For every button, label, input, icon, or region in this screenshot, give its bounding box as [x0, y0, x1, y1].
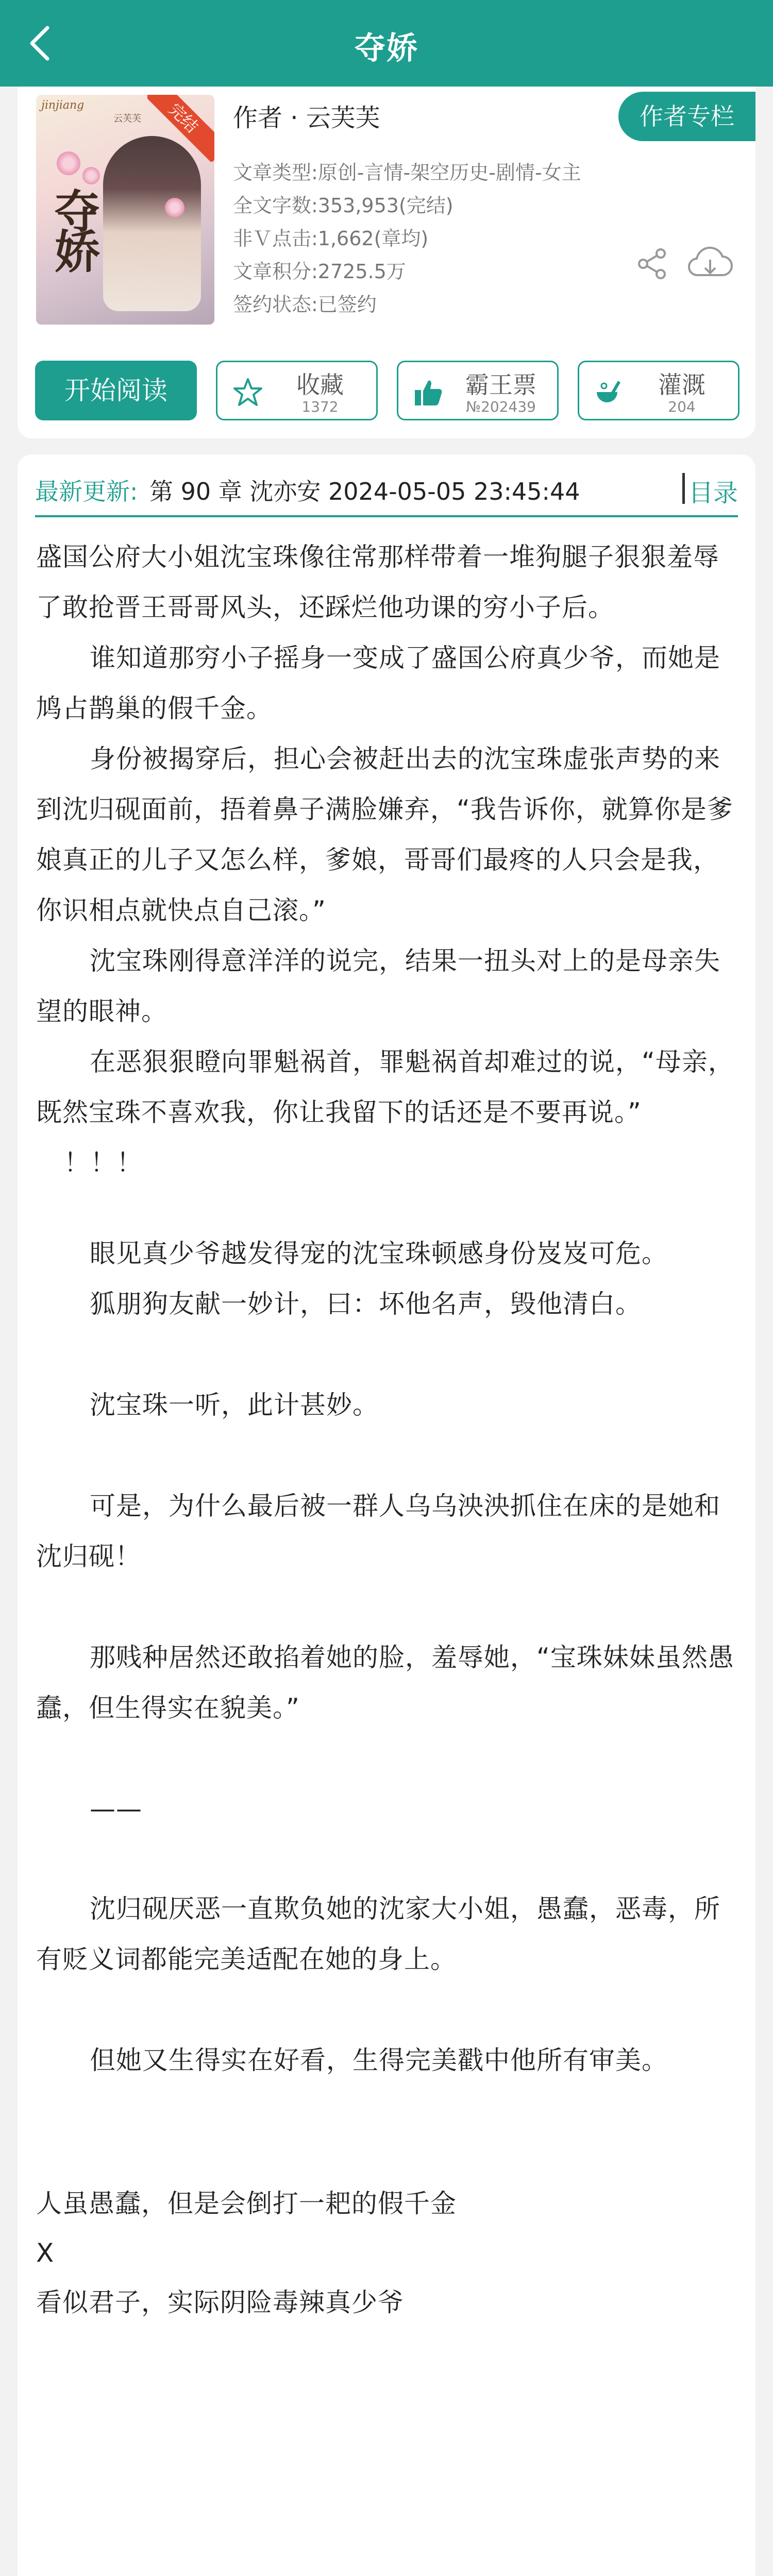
- synopsis-paragraph: 人虽愚蠢，但是会倒打一耙的假千金: [36, 2189, 457, 2218]
- divider: [682, 473, 685, 504]
- synopsis-paragraph: 但她又生得实在好看，生得完美戳中他所有审美。: [90, 2045, 668, 2075]
- completed-badge-label: 完结: [147, 95, 214, 162]
- book-info-card: [18, 87, 755, 438]
- overlord-ticket-label: 霸王票: [465, 371, 536, 399]
- top-bar: [0, 0, 773, 87]
- synopsis-paragraph: X: [36, 2238, 55, 2268]
- action-row: [35, 361, 757, 420]
- synopsis-card: [18, 454, 755, 2576]
- synopsis-paragraph: ——: [90, 1794, 142, 1824]
- overlord-ticket-button[interactable]: [397, 361, 559, 420]
- latest-update-row[interactable]: [35, 473, 738, 517]
- overlord-ticket-count: №202439: [465, 398, 536, 415]
- cover-author: 云芙芙: [113, 113, 141, 124]
- synopsis-paragraph: 谁知道那穷小子摇身一变成了盛国公府真少爷，而她是鸠占鹊巢的假千金。: [36, 643, 720, 723]
- synopsis-paragraph: 在恶狠狠瞪向罪魁祸首，罪魁祸首却难过的说，“母亲，既然宝珠不喜欢我，你让我留下的话还是不要再说。”: [36, 1047, 734, 1127]
- favorite-button[interactable]: [216, 361, 378, 420]
- page-title: 夺娇: [355, 30, 418, 66]
- star-icon: [232, 377, 264, 409]
- latest-update-text[interactable]: 第 90 章 沈亦安 2024-05-05 23:45:44: [149, 478, 580, 505]
- favorite-count: 1372: [301, 398, 339, 415]
- table-of-contents-link[interactable]: 目录: [688, 479, 738, 507]
- meta-genre: 文章类型:原创-言情-架空历史-剧情-女主: [233, 161, 581, 184]
- cloud-download-icon[interactable]: [686, 243, 734, 284]
- synopsis-paragraph: 沈归砚厌恶一直欺负她的沈家大小姐，愚蠢，恶毒，所有贬义词都能完美适配在她的身上。: [36, 1894, 720, 1974]
- synopsis-paragraph: 沈宝珠刚得意洋洋的说完，结果一扭头对上的是母亲失望的眼神。: [36, 946, 720, 1026]
- meta-word-count: 全文字数:353,953(完结): [233, 194, 453, 217]
- author-name[interactable]: 作者 · 云芙芙: [233, 104, 380, 132]
- synopsis-paragraph: 那贱种居然还敢掐着她的脸，羞辱她，“宝珠妹妹虽然愚蠢，但生得实在貌美。”: [36, 1642, 734, 1723]
- synopsis-paragraph: 沈宝珠一听，此计甚妙。: [90, 1390, 379, 1420]
- meta-clicks: 非Ｖ点击:1,662(章均): [233, 227, 429, 250]
- meta-score: 文章积分:2725.5万: [233, 260, 406, 283]
- cover-illustration: [103, 136, 201, 311]
- latest-update-label: 最新更新:: [35, 478, 138, 505]
- synopsis-paragraph: 眼见真少爷越发得宠的沈宝珠顿感身份岌岌可危。: [90, 1239, 668, 1268]
- synopsis-paragraph: 狐朋狗友献一妙计，曰：坏他名声，毁他清白。: [90, 1289, 642, 1319]
- thumbs-up-icon: [413, 377, 445, 409]
- synopsis-paragraph: 身份被揭穿后，担心会被赶出去的沈宝珠虚张声势的来到沈归砚面前，捂着鼻子满脸嫌弃，“我告诉你，就算你是爹娘真正的儿子又怎么样，爹娘，哥哥们最疼的人只会是我，你识相点就快点自己滚。”: [36, 744, 733, 925]
- cover-flower: [57, 151, 80, 175]
- cover-flower: [165, 198, 184, 217]
- synopsis-paragraph: 可是，为什么最后被一群人乌乌泱泱抓住在床的是她和沈归砚！: [36, 1491, 720, 1571]
- irrigate-count: 204: [668, 398, 696, 415]
- irrigate-button[interactable]: [578, 361, 740, 420]
- irrigate-label: 灌溉: [658, 371, 705, 399]
- share-icon[interactable]: [636, 247, 669, 280]
- author-column-button[interactable]: 作者专栏: [618, 92, 755, 141]
- cover-brand: jinjiang: [41, 99, 85, 112]
- synopsis-paragraph: 看似君子，实际阴险毒辣真少爷: [36, 2287, 404, 2317]
- cover-title: 夺娇: [47, 188, 101, 268]
- start-reading-button[interactable]: 开始阅读: [35, 361, 197, 420]
- meta-contract-status: 签约状态:已签约: [233, 293, 377, 316]
- book-cover[interactable]: [36, 95, 214, 325]
- synopsis-paragraph: 盛国公府大小姐沈宝珠像往常那样带着一堆狗腿子狠狠羞辱了敢抢晋王哥哥风头，还踩烂他功课的穷小子后。: [36, 542, 719, 622]
- completed-badge: [147, 95, 214, 162]
- favorite-label: 收藏: [296, 371, 344, 399]
- watering-icon: [594, 377, 626, 409]
- cover-flower: [82, 167, 100, 184]
- synopsis-paragraph: ！！！: [64, 1148, 143, 1178]
